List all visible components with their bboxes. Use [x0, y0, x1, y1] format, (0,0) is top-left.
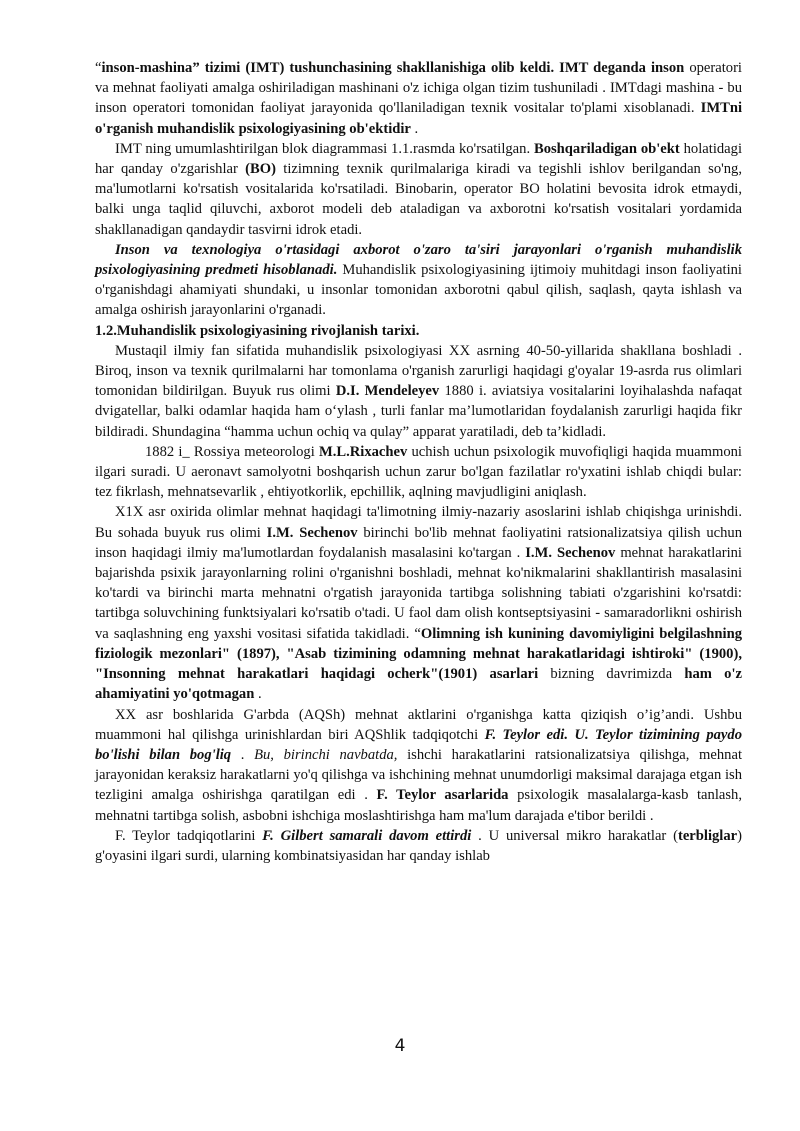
- text-run: X1X asr oxirida olimlar mehnat haqidagi ta'limotning ilmiy-nazariy asoslarini ishlab chiqishga urinishdi. Bu sohada buyuk rus olimi: [95, 504, 742, 541]
- text-run: M.L.Rixachev: [318, 443, 408, 460]
- text-run: I.M. Sechenov: [525, 544, 616, 561]
- paragraph-history-mendeleyev: [95, 341, 742, 442]
- text-run: IMT ning umumlashtirilgan blok diagrammasi 1.1.rasmda ko'rsatilgan.: [115, 140, 534, 157]
- text-run: 1880 i. aviatsiya vositalarini loyihalashda nafaqat dvigatellar, balki odamlar haqida ham o‘ylash , turli fanlar ma’lumotlaridan foydalanish zarurligi haqida fikr bildiradi. Shundagina “hamma uchun ochiq va qulay” apparat yaratiladi, deb ta’kidladi.: [95, 383, 742, 440]
- text-run: XX asr boshlarida G'arbda (AQSh) mehnat aktlarini o'rganishga katta qiziqish o’ig’andi. Ushbu muammoni hal qilishga urinishlardan biri AQShlik tadqiqotchi: [95, 706, 742, 743]
- text-run: operatori va mehnat faoliyati amalga oshiriladigan mashinani o'z ichiga olgan tizim tushuniladi . IMTdagi mashina - bu inson operatori tomonidan faoliyat jarayonida qo'llaniladigan texnik vositalar to'plami xisoblanadi.: [95, 60, 742, 117]
- text-run: Bu, birinchi navbatda,: [254, 746, 398, 763]
- text-run: mehnat harakatlarini bajarishda psixik jarayonlarning rolini o'rganishni boshladi, mehnat ko'nikmalarini shakllantirish masalasini ko'tardi va birinchi marta mehnatni o'rgatish jarayonida tartibga solishning tabiati o'zgarishini ko'rsatdi: tartibga soluvchining funktsiyalari ko'rsatib o'tadi. U faol dam olish kontseptsiyasini - samaradorlikni oshirish va saqlashning eng yaxshi vositasi sifatida takidladi. “: [95, 544, 742, 642]
- section-heading: 1.2.Muhandislik psixologiyasining rivojlanish tarixi.: [95, 322, 420, 339]
- text-run: ham o'z ahamiyatini yo'qotmagan: [95, 666, 742, 703]
- text-run: Mustaqil ilmiy fan sifatida muhandislik psixologiyasi XX asrning 40-50-yillarida shakllana boshladi . Biroq, inson va texnik qurilmalarni har tomonlama o'rganish zarurligi haqidagi g'oyalar 19-asrda rus olimlari tomonidan bildirilgan. Buyuk rus olimi: [95, 342, 742, 400]
- text-run: psixologik masalalarga-kasb tanlash, mehnatni tartibga solish, asbobni ishchiga moslashtirishga ham ma'lum darajada e'tibor berildi .: [95, 787, 742, 824]
- text-run: D.I. Mendeleyev: [335, 383, 440, 400]
- text-run: ) g'oyasini ilgari surdi, ularning kombinatsiyasidan har qanday ishlab: [95, 827, 743, 864]
- text-run: Inson va texnologiya o'rtasidagi axborot o'zaro ta'siri jarayonlari o'rganish muhandislik psixologiyasining predmeti hisoblanadi.: [95, 241, 742, 279]
- text-run: F. Gilbert samarali davom ettirdi: [262, 827, 472, 844]
- text-run: uchish uchun psixologik muvofiqligi haqida muammoni ilgari suradi. U aeronavt samolyotni boshqarish uchun zarur bo'lgan fazilatlar ro'yxatini ishlab chiqdi bular: tez fikrlash, mehnatsevarlik , ehtiyotkorlik, epchillik, aqlning mavjudligini aniqlash.: [95, 443, 742, 501]
- text-run: Boshqariladigan ob'ekt: [533, 140, 680, 157]
- text-run: holatidagi har qanday o'zgarishlar: [95, 140, 742, 178]
- text-run: .: [254, 686, 262, 703]
- text-run: Olimning ish kunining davomiyligini belgilashning fiziologik mezonlari" (1897), "Asab tizimining odamning mehnat harakatlaridagi ishtiroki" (1900), "Insonning mehnat harakatlari haqidagi ocherk"(1901) asarlari: [95, 625, 742, 683]
- text-run: .: [231, 746, 255, 763]
- page-number: 4: [394, 1036, 406, 1056]
- text-run: .: [410, 120, 419, 137]
- paragraph-gilbert: [95, 826, 742, 866]
- text-run: F. Teylor edi. U. Teylor tizimining paydo bo'lishi bilan bog'liq: [95, 726, 742, 763]
- text-run: “: [95, 60, 102, 76]
- text-run: F. Teylor tadqiqotlarini: [115, 827, 263, 844]
- text-run: . U universal mikro harakatlar (: [471, 827, 678, 844]
- text-run: I.M. Sechenov: [266, 524, 358, 541]
- text-run: ishchi harakatlarini ratsionalizatsiya qilishga, mehnat jarayonidan keraksiz harakatlarni yo'q qilishga va ishchining mehnat unumdorligi maksimal darajaga etgan ish tezligini amalga oshirishga qaratilgan edi .: [95, 746, 742, 804]
- paragraph-subject: [95, 240, 742, 321]
- paragraph-taylor: [95, 705, 742, 826]
- text-run: birinchi bo'lib mehnat faoliyatini ratsionalizatsiya qilish uchun inson haqidagi ilmiy ma'lumotlardan foydalanish masalasini ko'targan .: [95, 524, 742, 561]
- paragraph-block-diagram: [95, 139, 742, 240]
- text-run: 1882 i_ Rossiya meteorologi: [145, 443, 319, 460]
- text-run: F. Teylor asarlarida: [376, 787, 509, 804]
- text-run: terbliglar: [677, 827, 738, 844]
- paragraph-sechenov: [95, 502, 742, 704]
- paragraph-imt-definition: [95, 58, 742, 139]
- text-run: inson-mashina” tizimi (IMT) tushunchasining shakllanishiga olib keldi. IMT deganda inson: [101, 60, 685, 76]
- text-run: (BO): [245, 161, 276, 178]
- document-page: [95, 58, 742, 866]
- text-run: tizimning texnik qurilmalariga kiradi va tegishli ishlov berilgandan so'ng, ma'lumotlarni ko'rsatish vositalarida ko'rsatiladi. Binobarin, operator BO holatini bevosita idrok etmaydi, balki unga taqlid qiluvchi, axborot modeli deb ataladigan va axborotni ko'rsatish vositalari yordamida shakllanadigan qandaydir tasvirni idrok etadi.: [95, 161, 742, 238]
- text-run: Muhandislik psixologiyasining ijtimoiy muhitdagi inson faoliyatini o'rganishdagi ahamiyati shundaki, u insonlar tomonidan axborotni qabul qilish, saqlash, qayta ishlash va amalga oshirish jarayonlarini o'rganadi.: [95, 262, 742, 319]
- text-run: bizning davrimizda: [538, 666, 685, 683]
- text-run: IMTni o'rganish muhandislik psixologiyasining ob'ektidir: [95, 100, 742, 137]
- paragraph-rixachev: [95, 442, 742, 503]
